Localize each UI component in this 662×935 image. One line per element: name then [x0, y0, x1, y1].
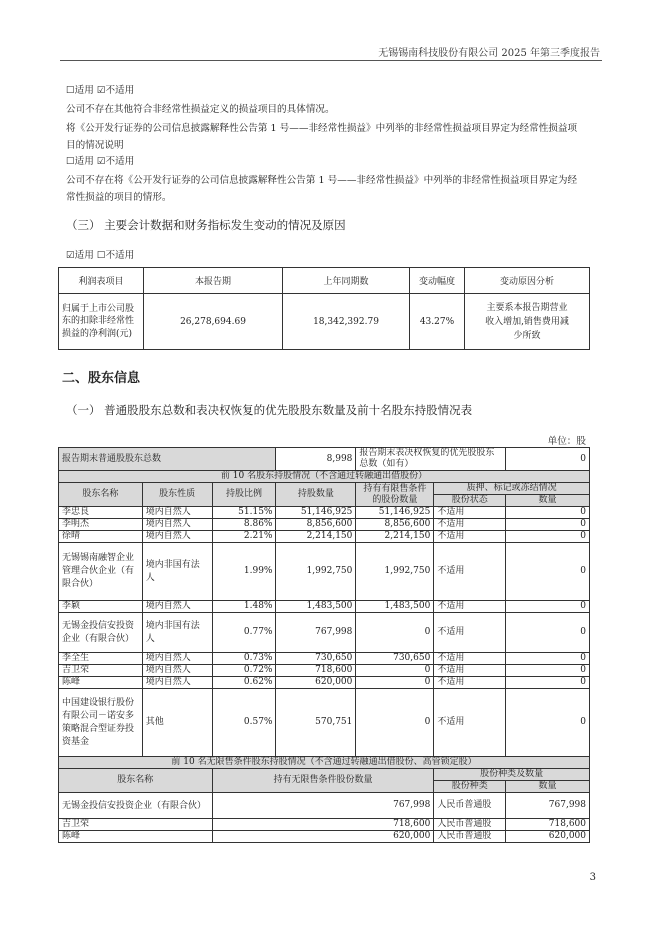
unrestricted-title: 前 10 名无限售条件股东持股情况（不含通过转融通出借股份、高管锁定股）: [59, 757, 590, 769]
h-name: 股东名称: [59, 483, 143, 507]
row-status: 不适用: [434, 507, 506, 519]
row-count: 0: [506, 601, 590, 613]
row-qty: 767,998: [276, 613, 356, 653]
row-count: 0: [506, 543, 590, 601]
u-row-qty: 718,600: [212, 819, 434, 831]
row-name: 无锡锡南融智企业管理合伙企业（有限合伙）: [59, 543, 143, 601]
row-qty: 2,214,150: [276, 531, 356, 543]
page-number: 3: [589, 872, 596, 883]
row-count: 0: [506, 507, 590, 519]
row-restricted: 1,992,750: [356, 543, 434, 601]
row-restricted: 2,214,150: [356, 531, 434, 543]
t1-header-reason: 变动原因分析: [465, 268, 590, 294]
row-ratio: 8.86%: [212, 519, 276, 531]
row-qty: 1,992,750: [276, 543, 356, 601]
row-status: 不适用: [434, 519, 506, 531]
row-status: 不适用: [434, 677, 506, 689]
row-name: 徐晴: [59, 531, 143, 543]
row-nature: 境内自然人: [142, 601, 212, 613]
pref-holders-label: 报告期末表决权恢复的优先股股东总数（如有）: [356, 448, 506, 471]
row-ratio: 0.62%: [212, 677, 276, 689]
u-row-type: 人民币普通股: [434, 819, 506, 831]
paragraph-1: 公司不存在其他符合非经常性损益定义的损益项目的具体情况。: [66, 104, 335, 115]
row-name: 陈峰: [59, 677, 143, 689]
h-ratio: 持股比例: [212, 483, 276, 507]
uh-name: 股东名称: [59, 769, 213, 793]
t1-header-last: 上年同期数: [283, 268, 410, 294]
pref-holders-value: 0: [506, 448, 590, 471]
row-qty: 570,751: [276, 689, 356, 757]
page-header: 无锡锡南科技股份有限公司 2025 年第三季度报告: [378, 48, 600, 59]
row-nature: 境内自然人: [142, 653, 212, 665]
t1-item: 归属于上市公司股东的扣除非经常性损益的净利润(元): [59, 294, 144, 350]
row-count: 0: [506, 653, 590, 665]
h-status: 股份状态: [434, 495, 506, 507]
t1-header-current: 本报告期: [144, 268, 283, 294]
row-status: 不适用: [434, 601, 506, 613]
row-name: 李明杰: [59, 519, 143, 531]
row-qty: 8,856,600: [276, 519, 356, 531]
row-ratio: 0.72%: [212, 665, 276, 677]
row-qty: 1,483,500: [276, 601, 356, 613]
u-row-count: 718,600: [506, 819, 590, 831]
row-ratio: 1.99%: [212, 543, 276, 601]
uh-count: 数量: [506, 781, 590, 793]
row-status: 不适用: [434, 689, 506, 757]
h-pledge: 质押、标记或冻结情况: [434, 483, 590, 495]
h-restricted: 持有有限售条件的股份数量: [356, 483, 434, 507]
t1-header-item: 利润表项目: [59, 268, 144, 294]
top10-title: 前 10 名股东持股情况（不含通过转融通出借股份）: [59, 471, 590, 483]
t1-reason: 主要系本报告期营业收入增加,销售费用减少所致: [465, 294, 590, 350]
u-row-type: 人民币普通股: [434, 831, 506, 843]
row-ratio: 51.15%: [212, 507, 276, 519]
row-ratio: 0.77%: [212, 613, 276, 653]
applicable-option-2: ☐适用 ☑不适用: [66, 156, 135, 167]
row-name: 李颖: [59, 601, 143, 613]
t1-last: 18,342,392.79: [283, 294, 410, 350]
row-restricted: 51,146,925: [356, 507, 434, 519]
row-nature: 境内非国有法人: [142, 543, 212, 601]
row-count: 0: [506, 665, 590, 677]
row-nature: 境内自然人: [142, 665, 212, 677]
t1-change: 43.27%: [410, 294, 465, 350]
row-ratio: 0.73%: [212, 653, 276, 665]
h-qty: 持股数量: [276, 483, 356, 507]
row-name: 无锡金投信安投资企业（有限合伙）: [59, 613, 143, 653]
row-restricted: 8,856,600: [356, 519, 434, 531]
row-count: 0: [506, 677, 590, 689]
shareholder-table: [58, 447, 590, 843]
row-restricted: 0: [356, 613, 434, 653]
row-restricted: 0: [356, 689, 434, 757]
paragraph-3: 公司不存在将《公开发行证券的公司信息披露解释性公告第 1 号——非经常性损益》中列举的非经常性损益项目界定为经常性损益的项目的情形。: [66, 175, 578, 203]
row-restricted: 1,483,500: [356, 601, 434, 613]
section-1-title: （一） 普通股股东总数和表决权恢复的优先股股东数量及前十名股东持股情况表: [66, 403, 473, 417]
row-qty: 620,000: [276, 677, 356, 689]
row-ratio: 0.57%: [212, 689, 276, 757]
row-name: 李全生: [59, 653, 143, 665]
row-restricted: 0: [356, 677, 434, 689]
profit-change-table: [58, 267, 590, 350]
row-nature: 境内自然人: [142, 677, 212, 689]
row-count: 0: [506, 613, 590, 653]
row-nature: 境内自然人: [142, 519, 212, 531]
applicable-option-1: ☐适用 ☑不适用: [66, 85, 135, 96]
h-nature: 股东性质: [142, 483, 212, 507]
row-nature: 境内自然人: [142, 507, 212, 519]
row-name: 吉卫荣: [59, 665, 143, 677]
row-restricted: 0: [356, 665, 434, 677]
applicable-option-3: ☑适用 ☐不适用: [66, 250, 135, 261]
row-count: 0: [506, 689, 590, 757]
row-status: 不适用: [434, 531, 506, 543]
uh-qty: 持有无限售条件股份数量: [212, 769, 434, 793]
paragraph-2: 将《公开发行证券的公司信息披露解释性公告第 1 号——非经常性损益》中列举的非经常性损益项目界定为经常性损益项目的情况说明: [66, 123, 578, 151]
row-nature: 境内自然人: [142, 531, 212, 543]
header-divider: [60, 60, 602, 61]
t1-current: 26,278,694.69: [144, 294, 283, 350]
u-row-qty: 767,998: [212, 793, 434, 819]
row-restricted: 730,650: [356, 653, 434, 665]
row-status: 不适用: [434, 613, 506, 653]
t1-header-change: 变动幅度: [410, 268, 465, 294]
u-row-name: 吉卫荣: [59, 819, 213, 831]
total-holders-value: 8,998: [276, 448, 356, 471]
row-nature: 境内非国有法人: [142, 613, 212, 653]
row-count: 0: [506, 519, 590, 531]
row-status: 不适用: [434, 665, 506, 677]
row-ratio: 2.21%: [212, 531, 276, 543]
section-3-title: （三） 主要会计数据和财务指标发生变动的情况及原因: [66, 218, 346, 232]
row-qty: 730,650: [276, 653, 356, 665]
u-row-count: 620,000: [506, 831, 590, 843]
row-qty: 718,600: [276, 665, 356, 677]
uh-type-group: 股份种类及数量: [434, 769, 590, 781]
section-2-title: 二、股东信息: [62, 371, 141, 386]
row-count: 0: [506, 531, 590, 543]
u-row-name: 陈峰: [59, 831, 213, 843]
u-row-type: 人民币普通股: [434, 793, 506, 819]
u-row-count: 767,998: [506, 793, 590, 819]
row-nature: 其他: [142, 689, 212, 757]
uh-type: 股份种类: [434, 781, 506, 793]
row-status: 不适用: [434, 653, 506, 665]
unit-label: 单位：股: [547, 436, 586, 447]
u-row-name: 无锡金投信安投资企业（有限合伙）: [59, 793, 213, 819]
row-qty: 51,146,925: [276, 507, 356, 519]
row-ratio: 1.48%: [212, 601, 276, 613]
h-count: 数量: [506, 495, 590, 507]
u-row-qty: 620,000: [212, 831, 434, 843]
row-name: 李忠良: [59, 507, 143, 519]
total-holders-label: 报告期末普通股股东总数: [59, 448, 276, 471]
row-status: 不适用: [434, 543, 506, 601]
row-name: 中国建设银行股份有限公司－诺安多策略混合型证券投资基金: [59, 689, 143, 757]
